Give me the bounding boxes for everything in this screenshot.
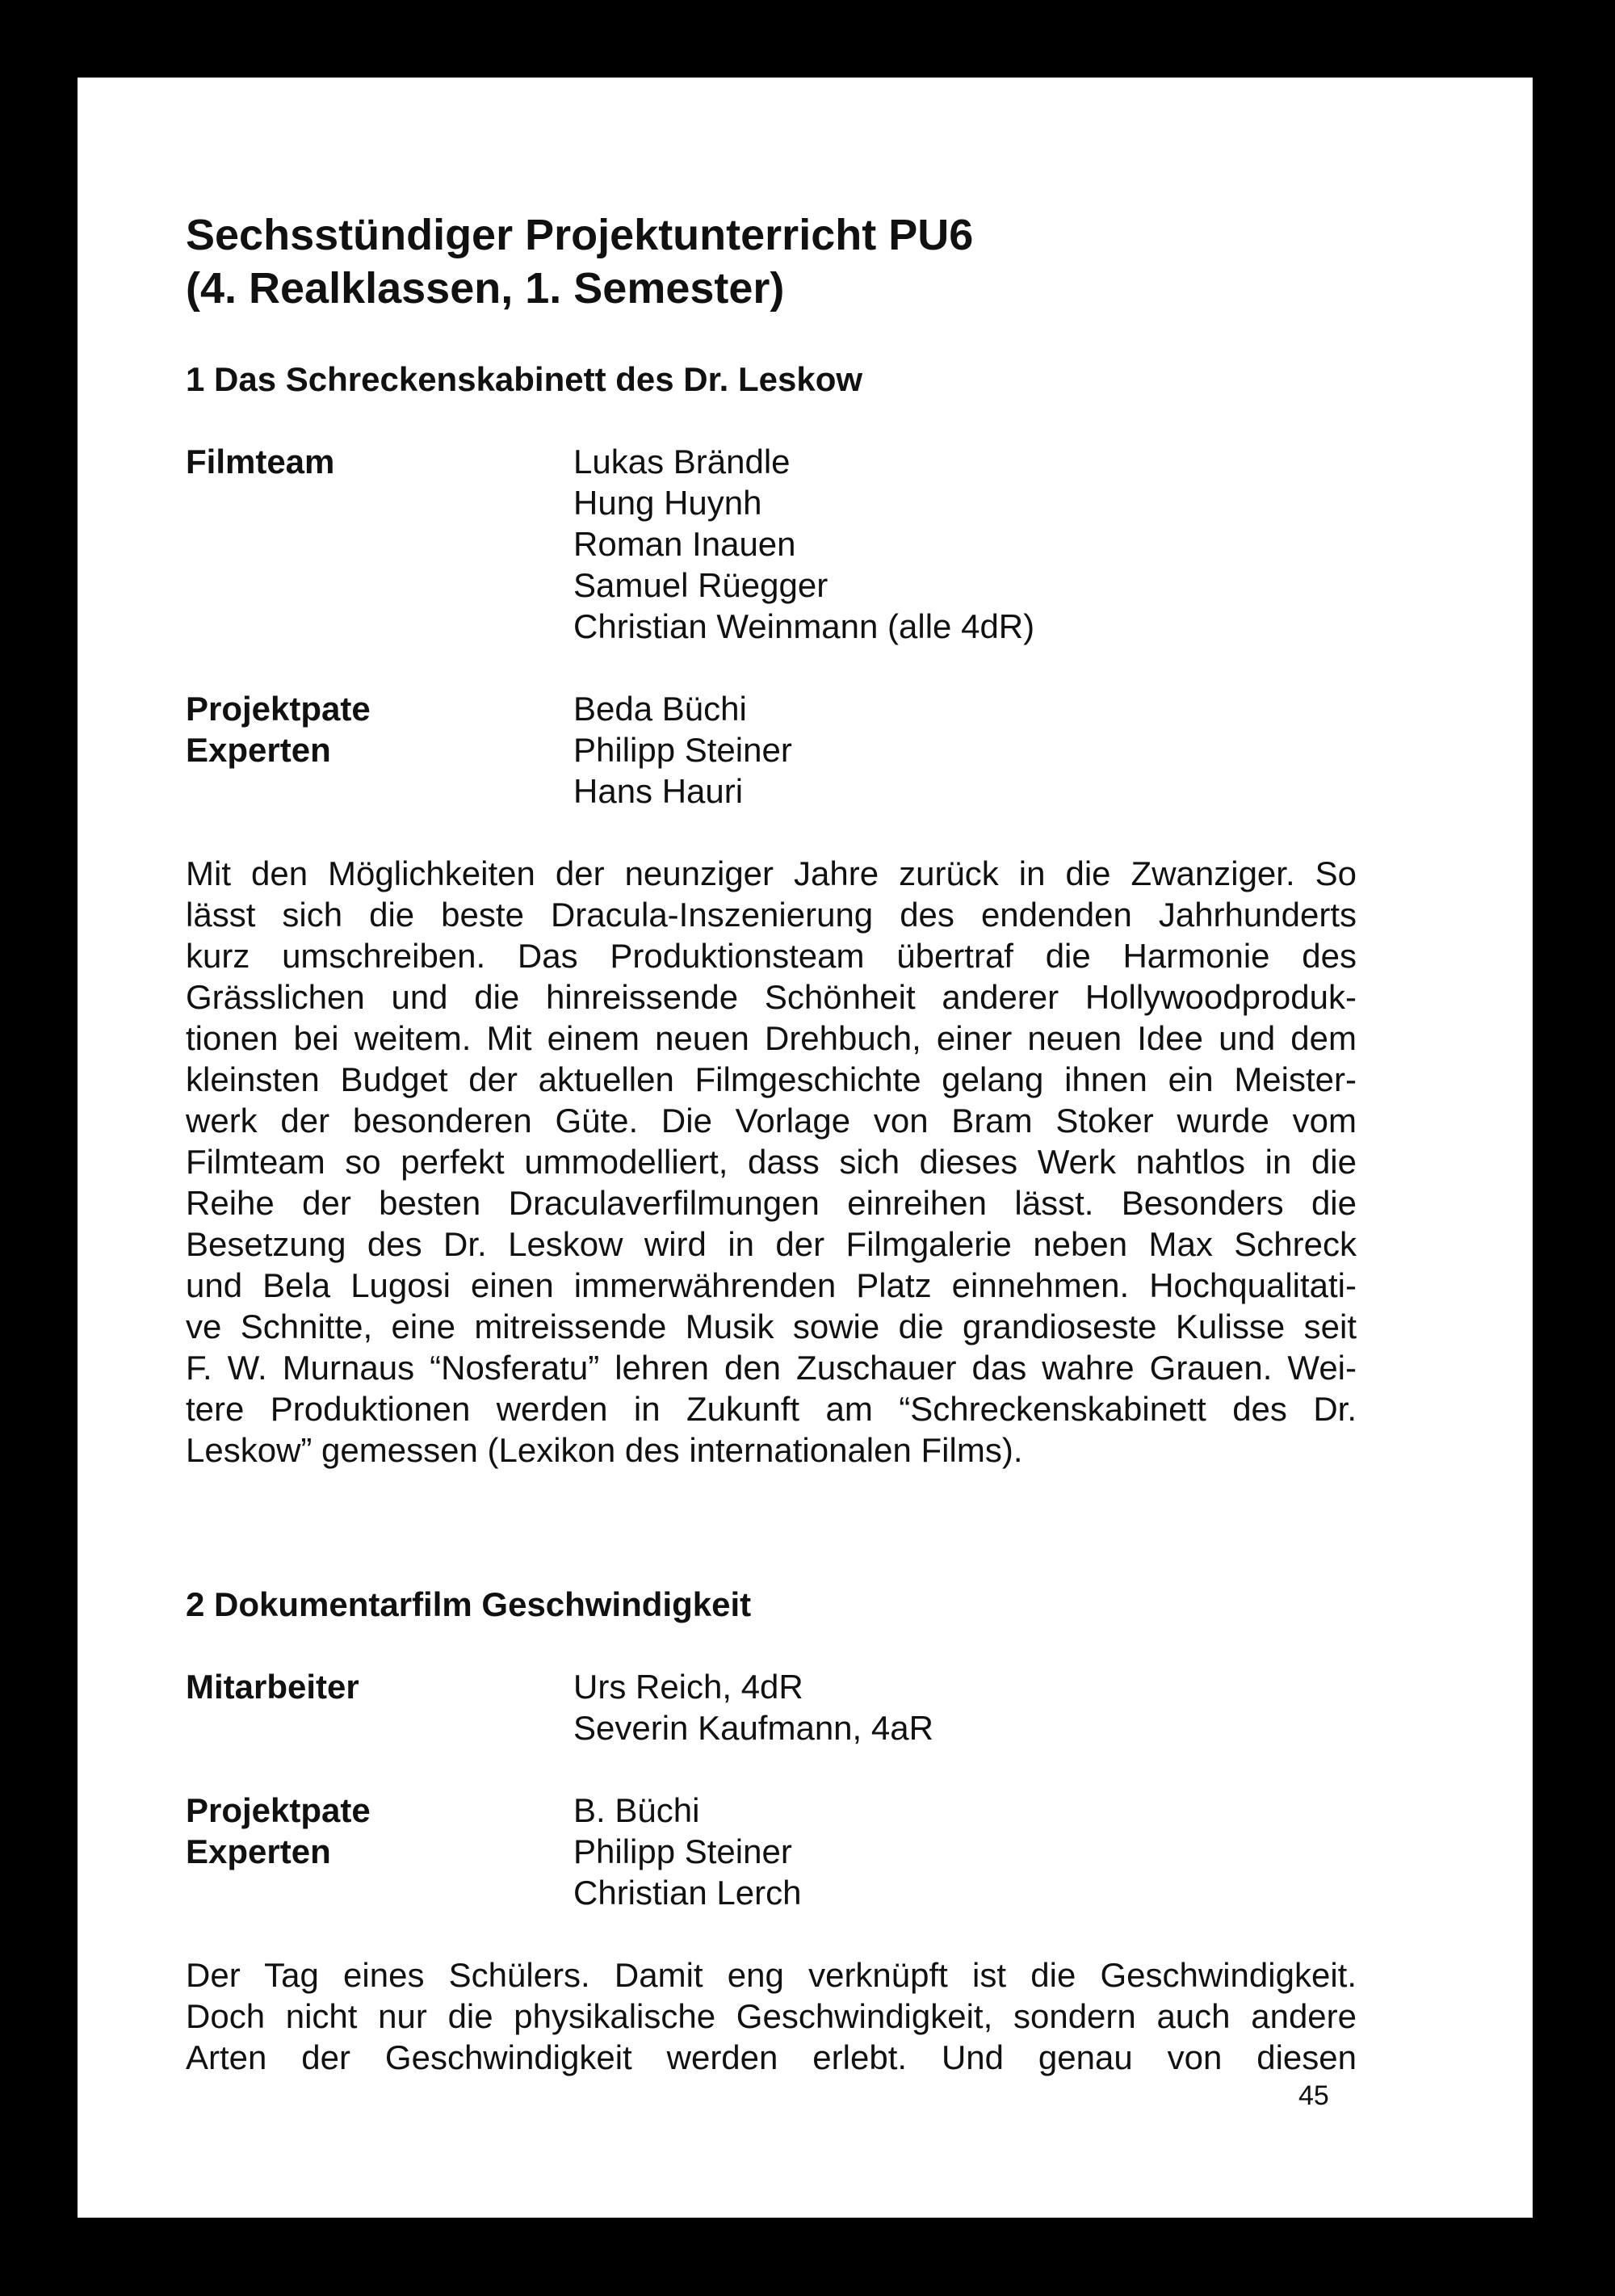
crew-member: Severin Kaufmann, 4aR: [573, 1709, 933, 1747]
title-line: (4. Realklassen, 1. Semester): [186, 264, 785, 313]
pate-experten-label: Projektpate Experten: [186, 690, 371, 769]
title-line: Sechsstündiger Projektunterricht PU6: [186, 211, 974, 259]
section-1-paragraph: Mit den Möglichkeiten der neunziger Jahre zurück in die Zwanziger. So lässt sich die beste Dracula-Inszenierung des endenden Jahrhunderts kurz umschreiben. Das Produktionsteam übertraf die Harmonie des Grässlichen und die hinreissende Schönheit anderer Hollywoodproduk- tionen bei weitem. Mit einem neuen Drehbuch, einer neuen Idee und dem kleinsten Budget der aktuellen Filmgeschichte gelang ihnen ein Meister- werk der besonderen Güte. Die Vorlage von Bram Stoker wurde vom Filmteam so perfekt ummodelliert, dass sich dieses Werk nahtlos in die Reihe der besten Draculaverfilmungen einreihen lässt. Besonders die Besetzung des Dr. Leskow wird in der Filmgalerie neben Max Schreck und Bela Lugosi einen immerwährenden Platz einnehmen. Hochqualitati- ve Schnitte, eine mitreissende Musik sowie die grandioseste Kulisse seit F. W. Murnaus “Nosferatu” lehren den Zuschauer das wahre Grauen. Wei- tere Produktionen werden in Zukunft am “Schreckenskabinett des Dr. Leskow” gemessen (Lexikon des internationalen Films).: [186, 854, 1357, 1469]
crew-member: Christian Weinmann (alle 4dR): [573, 607, 1035, 645]
filmteam-label: Filmteam: [186, 443, 335, 481]
crew-member: Beda Büchi: [573, 690, 747, 728]
document-page: [78, 78, 1533, 2218]
crew-member: B. Büchi: [573, 1791, 700, 1829]
pate-experten-names: [573, 688, 1357, 812]
pate-experten-names: [573, 1790, 1357, 1913]
crew-member: Christian Lerch: [573, 1874, 802, 1912]
crew-member: Hans Hauri: [573, 772, 744, 810]
section-2-mitarbeiter: [186, 1666, 1357, 1748]
page-number: 45: [1298, 2080, 1329, 2111]
page-content: [186, 208, 1357, 2078]
section-2-paragraph: Der Tag eines Schülers. Damit eng verknüpft ist die Geschwindigkeit. Doch nicht nur die physikalische Geschwindigkeit, sondern auch andere Arten der Geschwindigkeit werden erlebt. Und genau von diesen: [186, 1956, 1357, 2076]
page-title: [186, 208, 1357, 315]
section-1-pate-experten: [186, 688, 1357, 812]
section-2-heading: 2 Dokumentarfilm Geschwindigkeit: [186, 1585, 752, 1623]
crew-member: Philipp Steiner: [573, 1832, 792, 1870]
section-2-pate-experten: [186, 1790, 1357, 1913]
filmteam-names: [573, 441, 1357, 647]
crew-member: Lukas Brändle: [573, 443, 791, 481]
crew-member: Philipp Steiner: [573, 731, 792, 769]
crew-member: Roman Inauen: [573, 525, 796, 563]
section-1-filmteam: [186, 441, 1357, 647]
section-1-heading: 1 Das Schreckenskabinett des Dr. Leskow: [186, 360, 863, 398]
crew-member: Samuel Rüegger: [573, 566, 828, 604]
mitarbeiter-label: Mitarbeiter: [186, 1668, 359, 1706]
mitarbeiter-names: [573, 1666, 1357, 1748]
pate-experten-label: Projektpate Experten: [186, 1791, 371, 1870]
crew-member: Urs Reich, 4dR: [573, 1668, 803, 1706]
crew-member: Hung Huynh: [573, 484, 762, 522]
